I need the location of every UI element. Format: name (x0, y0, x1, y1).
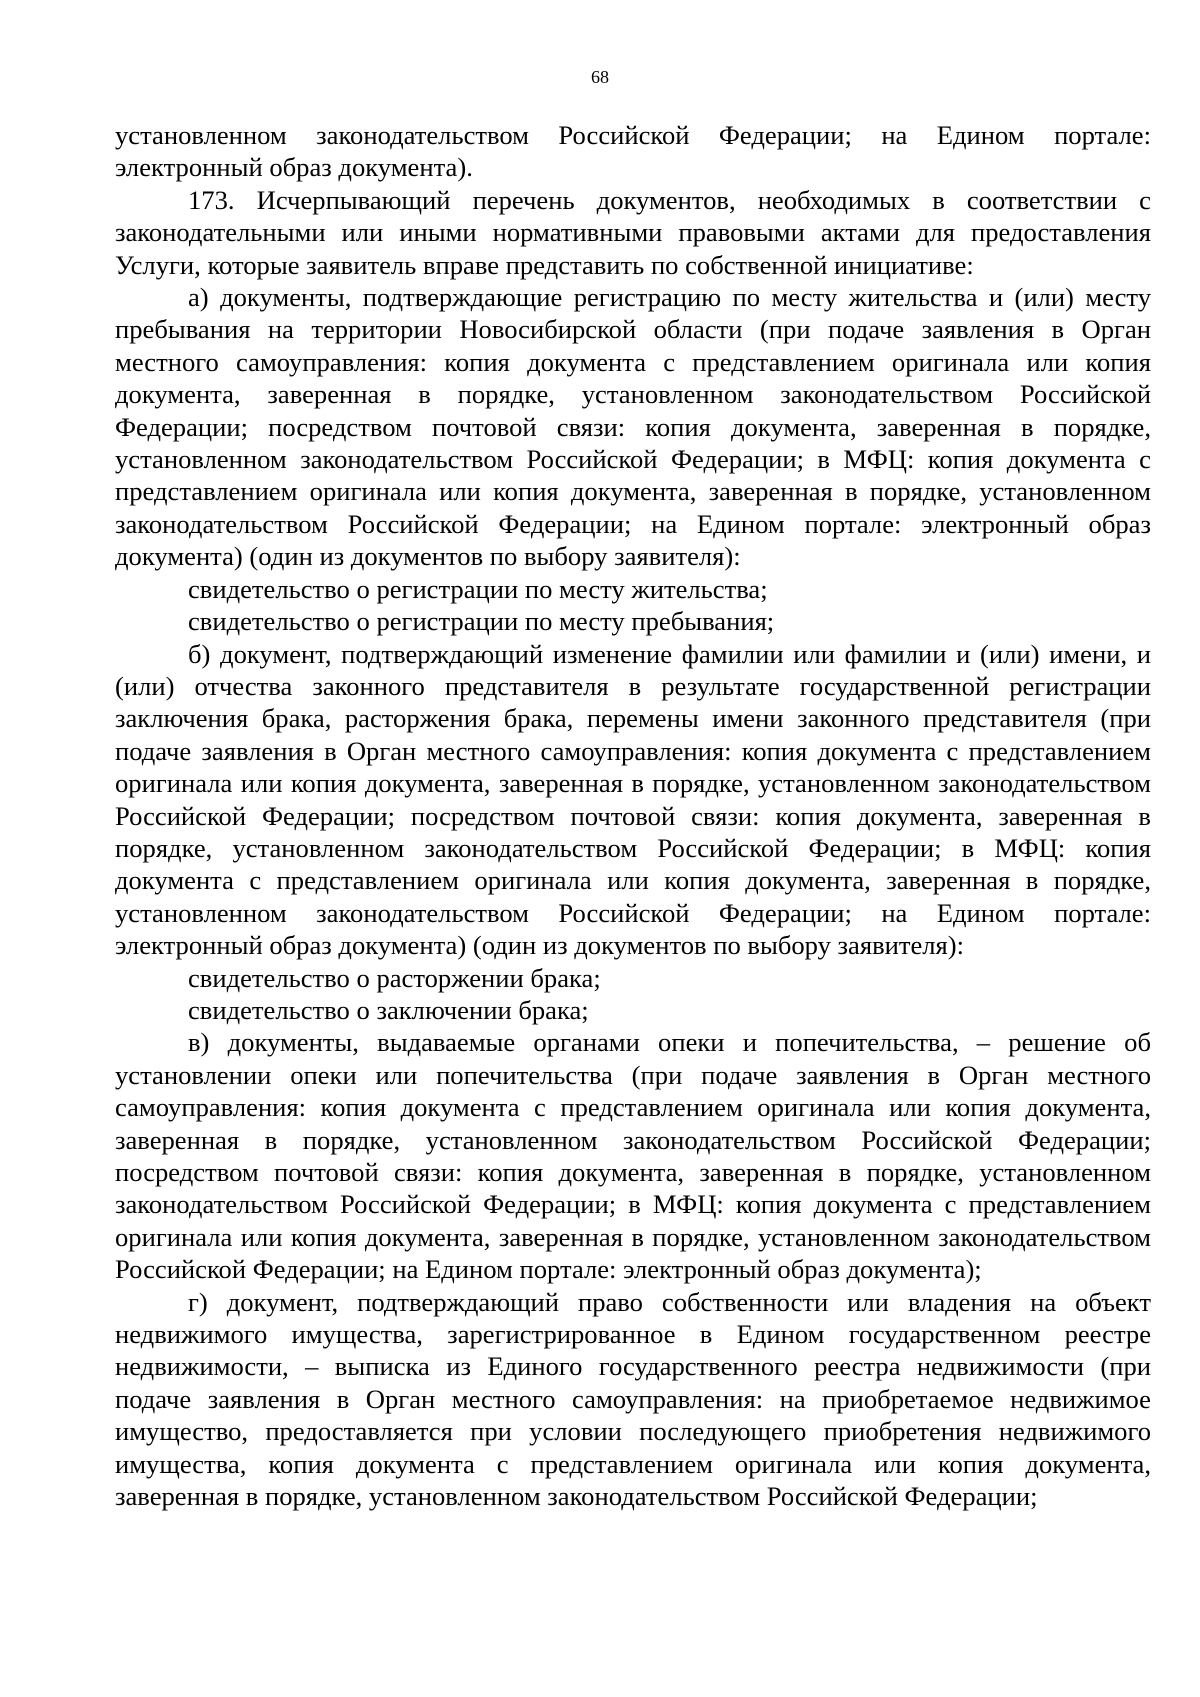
paragraph-continuation: установленном законодательством Российской Федерации; на Едином портале: электронный образ документа). (115, 120, 1151, 183)
list-item: свидетельство о регистрации по месту жительства; (188, 573, 768, 604)
paragraph-subitem-a: а) документы, подтверждающие регистрацию по месту жительства и (или) месту пребывания на территории Новосибирской области (при подаче заявления в Орган местного самоуправления: копия документа с представлением оригинала или копия документа, заверенная в порядке, установленном законодательством Российской Федерации; посредством почтовой связи: копия документа, заверенная в порядке, установленном законодательством Российской Федерации; в МФЦ: копия документа с представлением оригинала или копия документа, заверенная в порядке, установленном законодательством Российской Федерации; на Едином портале: электронный образ документа) (один из документов по выбору заявителя): (115, 282, 1151, 572)
paragraph-subitem-v: в) документы, выдаваемые органами опеки и попечительства, – решение об установлении опеки или попечительства (при подаче заявления в Орган местного самоуправления: копия документа с представлением оригинала или копия документа, заверенная в порядке, установленном законодательством Российской Федерации; посредством почтовой связи: копия документа, заверенная в порядке, установленном законодательством Российской Федерации; в МФЦ: копия документа с представлением оригинала или копия документа, заверенная в порядке, установленном законодательством Российской Федерации; на Едином портале: электронный образ документа); (115, 1027, 1151, 1285)
page-number: 68 (591, 67, 609, 87)
document-body (115, 119, 1151, 1512)
paragraph-subitem-g: г) документ, подтверждающий право собственности или владения на объект недвижимого имущества, зарегистрированное в Едином государственном реестре недвижимости, – выписка из Единого государственного реестра недвижимости (при подаче заявления в Орган местного самоуправления: на приобретаемое недвижимое имущество, предоставляется при условии последующего приобретения недвижимого имущества, копия документа с представлением оригинала или копия документа, заверенная в порядке, установленном законодательством Российской Федерации; (115, 1286, 1151, 1512)
paragraph-subitem-b: б) документ, подтверждающий изменение фамилии или фамилии и (или) имени, и (или) отчества законного представителя в результате государственной регистрации заключения брака, расторжения брака, перемены имени законного представителя (при подаче заявления в Орган местного самоуправления: копия документа с представлением оригинала или копия документа, заверенная в порядке, установленном законодательством Российской Федерации; посредством почтовой связи: копия документа, заверенная в порядке, установленном законодательством Российской Федерации; в МФЦ: копия документа с представлением оригинала или копия документа, заверенная в порядке, установленном законодательством Российской Федерации; на Едином портале: электронный образ документа) (один из документов по выбору заявителя): (115, 638, 1151, 961)
list-item: свидетельство о расторжении брака; (188, 962, 601, 993)
list-item: свидетельство о регистрации по месту пребывания; (188, 606, 775, 637)
paragraph-item-173: 173. Исчерпывающий перечень документов, необходимых в соответствии с законодательными или иными нормативными правовыми актами для предоставления Услуги, которые заявитель вправе представить по собственной инициативе: (115, 184, 1151, 280)
list-item: свидетельство о заключении брака; (188, 994, 589, 1025)
